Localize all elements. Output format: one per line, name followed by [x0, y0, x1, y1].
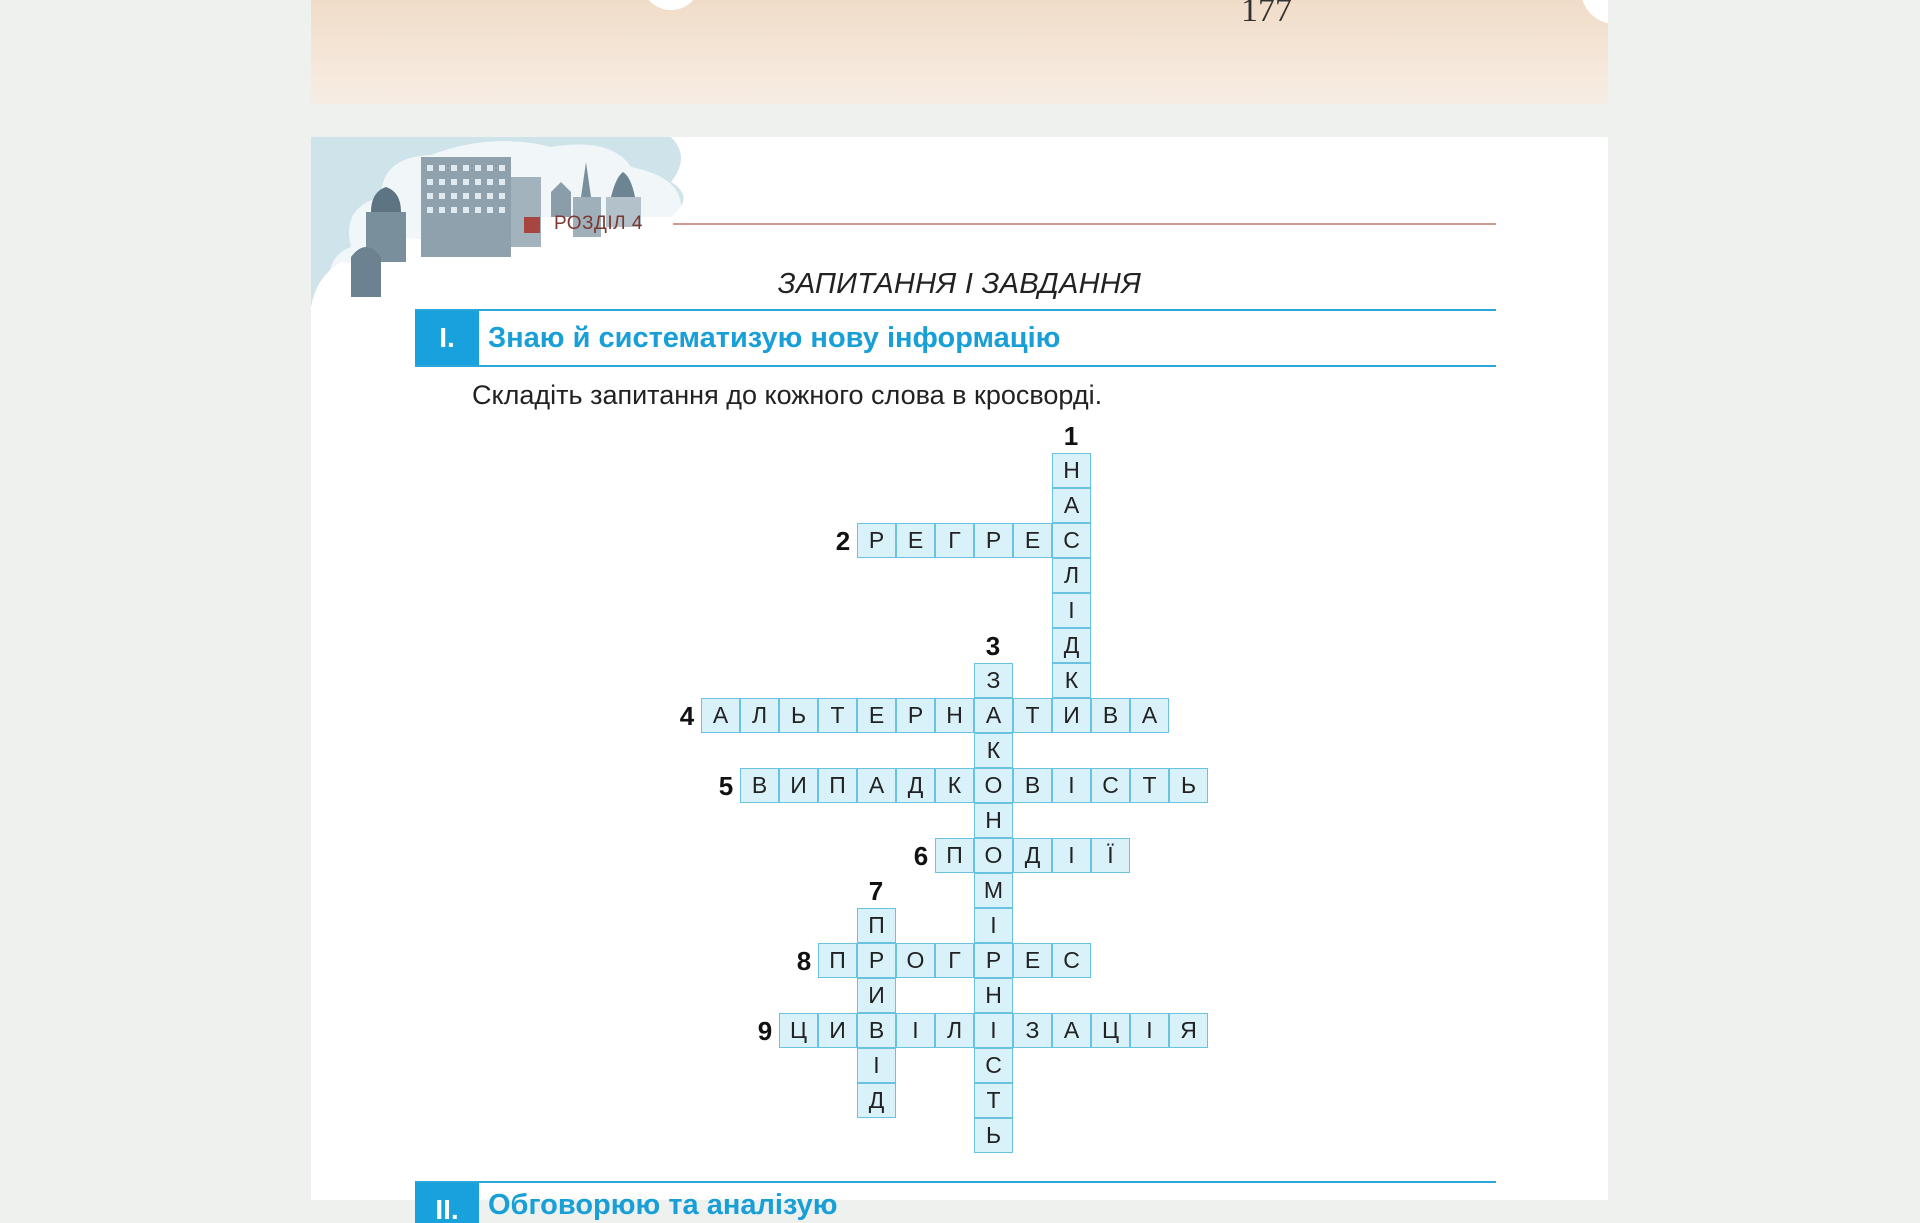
page-number: 177: [1241, 0, 1292, 29]
crossword-cell: Р: [974, 943, 1013, 978]
textbook-page: [311, 137, 1608, 1223]
section-title: Знаю й систематизую нову інформацію: [488, 322, 1061, 354]
clue-number: 1: [1063, 421, 1079, 451]
crossword-cell: С: [1052, 523, 1091, 558]
crossword-cell: Ь: [974, 1118, 1013, 1153]
crossword-cell: Ц: [1091, 1013, 1130, 1048]
clue-number: 5: [718, 771, 734, 801]
clue-number: 8: [796, 946, 812, 976]
crossword-cell: Ї: [1091, 838, 1130, 873]
crossword-cell: І: [1052, 768, 1091, 803]
crossword-cell: Л: [935, 1013, 974, 1048]
crossword-cell: Н: [974, 978, 1013, 1013]
crossword-cell: Р: [857, 523, 896, 558]
previous-page-bottom: [311, 0, 1608, 104]
crossword-cell: А: [1052, 1013, 1091, 1048]
crossword-cell: Я: [1169, 1013, 1208, 1048]
crossword-cell: И: [1052, 698, 1091, 733]
crossword-cell: Е: [1013, 943, 1052, 978]
cloud-decoration: [1581, 0, 1608, 24]
section-number: II.: [415, 1183, 479, 1223]
crossword-cell: Р: [974, 523, 1013, 558]
crossword-cell: Г: [935, 943, 974, 978]
crossword-cell: П: [857, 908, 896, 943]
crossword-cell: К: [1052, 663, 1091, 698]
crossword-cell: Д: [857, 1083, 896, 1118]
crossword-cell: В: [857, 1013, 896, 1048]
crossword-cell: Г: [935, 523, 974, 558]
crossword-cell: О: [974, 768, 1013, 803]
crossword-cell: П: [818, 943, 857, 978]
crossword-cell: Т: [1130, 768, 1169, 803]
crossword-cell: І: [1130, 1013, 1169, 1048]
clue-number: 7: [868, 876, 884, 906]
crossword-cell: Л: [1052, 558, 1091, 593]
crossword-cell: А: [974, 698, 1013, 733]
crossword-cell: І: [896, 1013, 935, 1048]
crossword-cell: І: [974, 1013, 1013, 1048]
crossword-cell: О: [974, 838, 1013, 873]
crossword-cell: Н: [1052, 453, 1091, 488]
crossword-cell: А: [1130, 698, 1169, 733]
crossword-cell: З: [1013, 1013, 1052, 1048]
clue-number: 4: [679, 701, 695, 731]
crossword-cell: Ь: [779, 698, 818, 733]
crossword-cell: І: [974, 908, 1013, 943]
crossword-cell: Р: [896, 698, 935, 733]
clue-number: 6: [913, 841, 929, 871]
crossword-cell: Е: [896, 523, 935, 558]
cloud-decoration: [641, 0, 701, 10]
crossword-cell: Т: [818, 698, 857, 733]
crossword-cell: Д: [1052, 628, 1091, 663]
crossword-cell: В: [1091, 698, 1130, 733]
crossword-cell: В: [740, 768, 779, 803]
crossword-cell: К: [935, 768, 974, 803]
crossword-cell: С: [974, 1048, 1013, 1083]
crossword-cell: О: [896, 943, 935, 978]
clue-number: 3: [985, 631, 1001, 661]
crossword-cell: Л: [740, 698, 779, 733]
crossword-cell: З: [974, 663, 1013, 698]
crossword-cell: Е: [857, 698, 896, 733]
crossword-cell: А: [701, 698, 740, 733]
crossword-cell: И: [818, 1013, 857, 1048]
crossword-cell: П: [935, 838, 974, 873]
crossword-cell: А: [857, 768, 896, 803]
clue-number: 9: [757, 1016, 773, 1046]
crossword-cell: С: [1091, 768, 1130, 803]
crossword-cell: Н: [974, 803, 1013, 838]
crossword-grid: [311, 137, 1608, 1200]
crossword-cell: Р: [857, 943, 896, 978]
section-number: I.: [415, 311, 479, 365]
crossword-cell: І: [1052, 838, 1091, 873]
crossword-cell: Ь: [1169, 768, 1208, 803]
crossword-cell: І: [1052, 593, 1091, 628]
crossword-cell: С: [1052, 943, 1091, 978]
crossword-cell: Ц: [779, 1013, 818, 1048]
section-heading-next: [415, 1181, 1496, 1223]
crossword-cell: Т: [974, 1083, 1013, 1118]
questions-title: ЗАПИТАННЯ І ЗАВДАННЯ: [777, 268, 1142, 300]
crossword-cell: М: [974, 873, 1013, 908]
crossword-cell: Д: [896, 768, 935, 803]
crossword-cell: Т: [1013, 698, 1052, 733]
crossword-cell: П: [818, 768, 857, 803]
section-label: РОЗДІЛ 4: [554, 213, 643, 234]
crossword-cell: И: [779, 768, 818, 803]
task-instruction: Складіть запитання до кожного слова в кросворді.: [472, 380, 1103, 410]
section-title: Обговорюю та аналізую: [488, 1189, 838, 1221]
crossword-cell: А: [1052, 488, 1091, 523]
crossword-cell: І: [857, 1048, 896, 1083]
crossword-cell: Д: [1013, 838, 1052, 873]
crossword-cell: И: [857, 978, 896, 1013]
crossword-cell: В: [1013, 768, 1052, 803]
crossword-cell: К: [974, 733, 1013, 768]
crossword-cell: Е: [1013, 523, 1052, 558]
crossword-cell: Н: [935, 698, 974, 733]
clue-number: 2: [835, 526, 851, 556]
